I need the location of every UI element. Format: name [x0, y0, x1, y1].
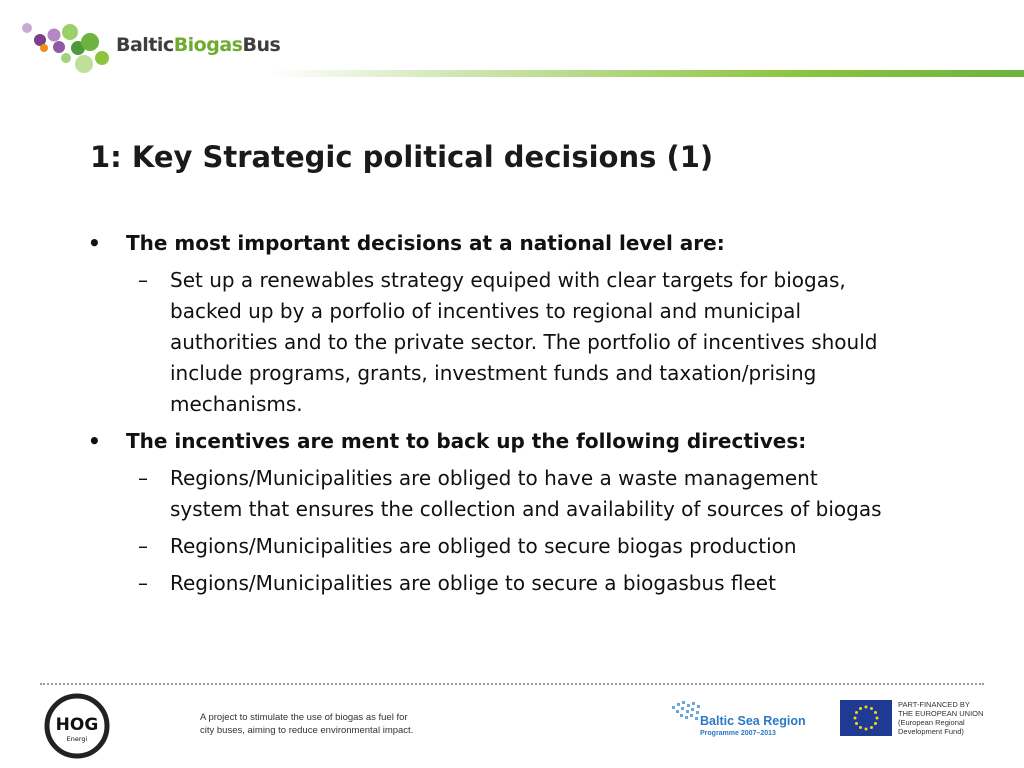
sub-item-text: Set up a renewables strategy equiped with clear targets for biogas, backed up by a porfolio of incentives to regional and municipal authorities and to the private sector. The portfolio of incentives should include programs, grants, investment funds and taxation/prising mechanisms.: [170, 268, 878, 416]
hog-energi-logo: [44, 693, 110, 759]
footer-tagline: [200, 711, 413, 737]
eu-flag-icon: [840, 700, 892, 736]
eu-text-line-1: PART-FINANCED BY: [898, 700, 970, 709]
baltic-sea-region-name: Baltic Sea Region: [700, 714, 806, 728]
baltic-sea-region-programme: Programme 2007–2013: [700, 730, 776, 737]
sub-item-text: Regions/Municipalities are oblige to secure a biogasbus fleet: [170, 571, 776, 595]
sub-item-biogasbus-fleet: [88, 568, 888, 599]
dash-marker: –: [138, 534, 148, 558]
hog-logo-sub: Energi: [66, 735, 88, 743]
bullet-national-decisions: • The most important decisions at a national level are:: [88, 228, 888, 259]
dash-marker: –: [138, 571, 148, 595]
tagline-line-1: A project to stimulate the use of biogas as fuel for: [200, 712, 408, 723]
eu-funding-statement: [898, 700, 983, 736]
bullet-incentive-directives: • The incentives are ment to back up the following directives:: [88, 426, 888, 457]
slide-content: [88, 228, 888, 605]
baltic-biogas-bus-logo-dots: [18, 18, 118, 78]
baltic-biogas-bus-logo-text: BalticBiogasBus: [116, 34, 281, 56]
hog-logo-name: HOG: [55, 715, 99, 735]
eu-text-line-3: (European Regional: [898, 718, 965, 727]
eu-text-line-2: THE EUROPEAN UNION: [898, 709, 984, 718]
dash-marker: –: [138, 268, 148, 292]
eu-text-line-4: Development Fund): [898, 727, 964, 736]
dash-marker: –: [138, 466, 148, 490]
tagline-line-2: city buses, aiming to reduce environmental impact.: [200, 725, 414, 736]
header-gradient-bar: [270, 70, 1024, 77]
slide-title: 1: Key Strategic political decisions (1): [90, 140, 714, 174]
sub-item-text: Regions/Municipalities are obliged to secure biogas production: [170, 534, 797, 558]
footer-dotted-divider: [40, 683, 984, 685]
sub-item-biogas-production: [88, 531, 888, 562]
sub-item-text: Regions/Municipalities are obliged to have a waste management system that ensures the collection and availability of sources of biogas: [170, 466, 882, 521]
sub-item-renewables-strategy: [88, 265, 888, 420]
sub-item-waste-management: [88, 463, 888, 525]
